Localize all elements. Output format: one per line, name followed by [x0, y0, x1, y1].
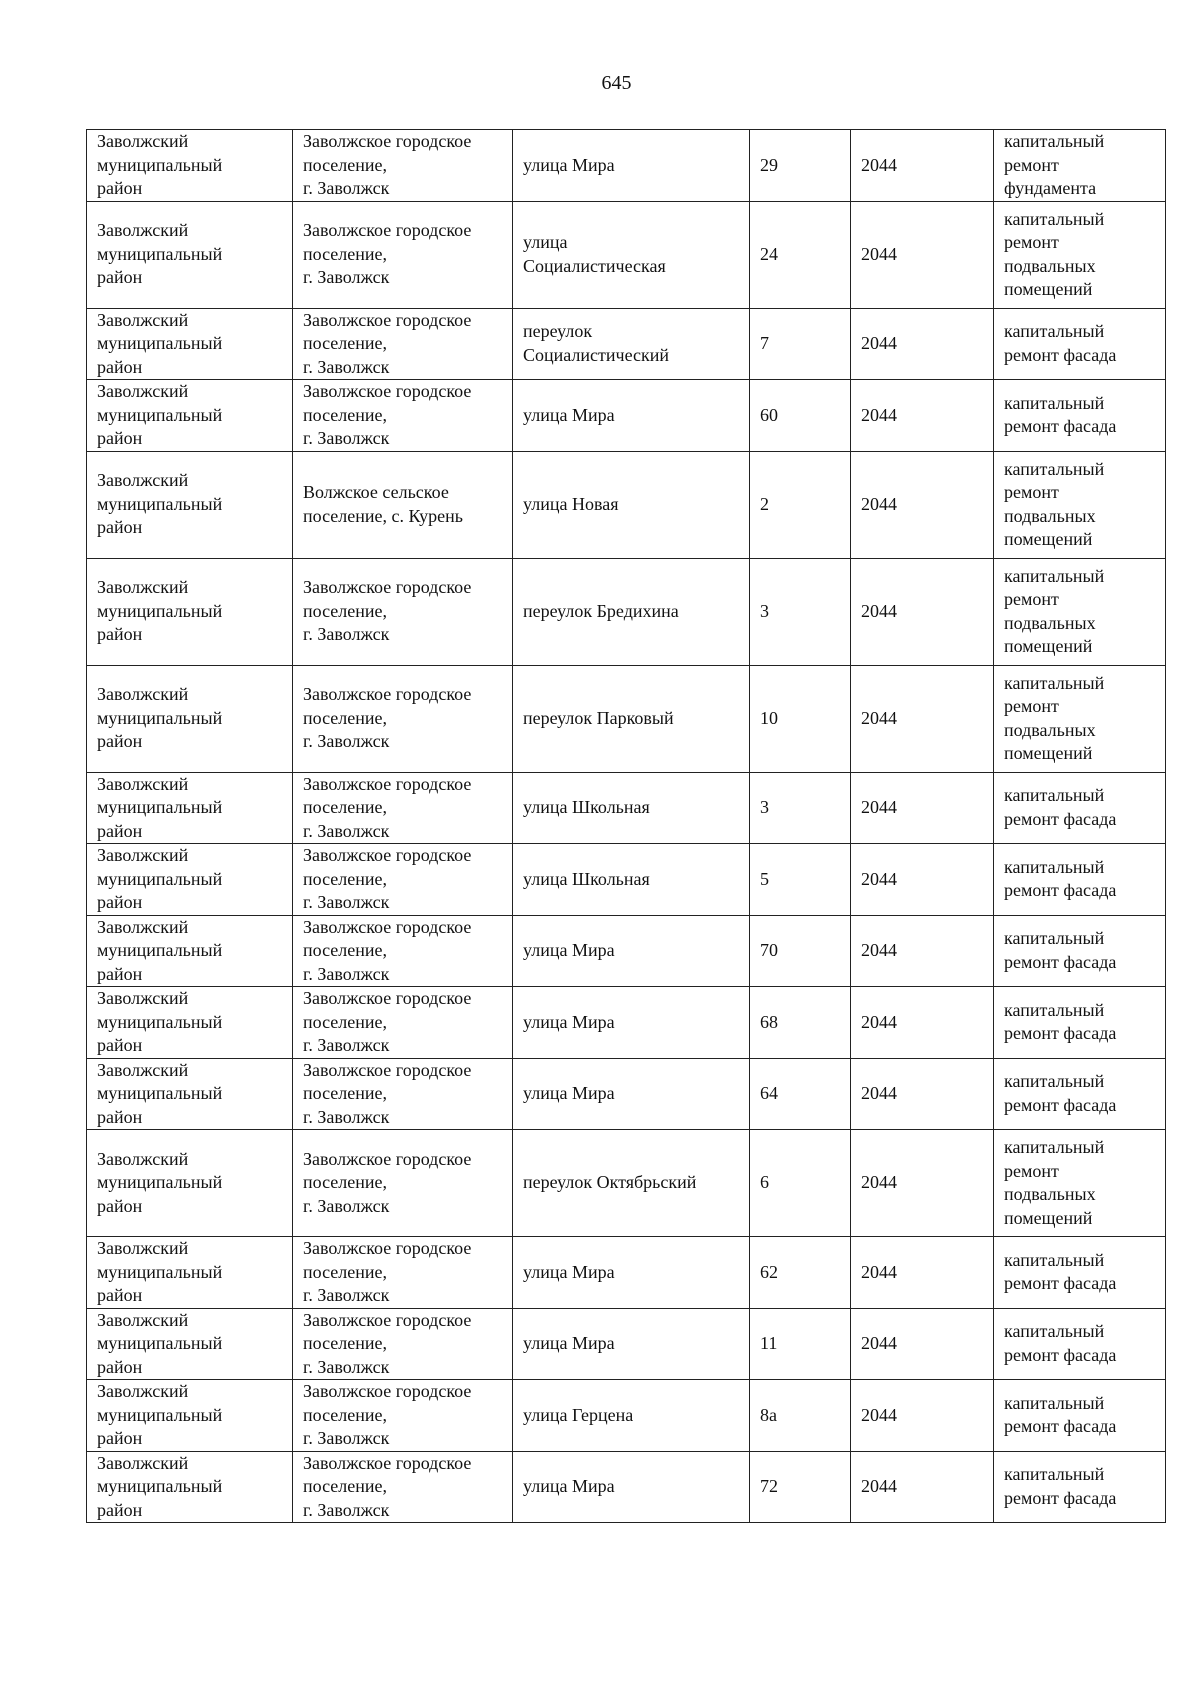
- table-body: [87, 130, 1166, 1523]
- cell-settlement: Заволжское городское поселение, г. Заволжск: [293, 987, 513, 1059]
- cell-settlement: Заволжское городское поселение, г. Заволжск: [293, 1380, 513, 1452]
- cell-house: 70: [750, 915, 851, 987]
- table-row: [87, 1058, 1166, 1130]
- cell-street: переулок Октябрьский: [513, 1130, 750, 1237]
- cell-settlement: Волжское сельское поселение, с. Курень: [293, 451, 513, 558]
- cell-house: 5: [750, 844, 851, 916]
- cell-year: 2044: [851, 558, 994, 665]
- cell-work: капитальный ремонт фасада: [994, 1237, 1166, 1309]
- cell-work: капитальный ремонт фасада: [994, 915, 1166, 987]
- cell-year: 2044: [851, 308, 994, 380]
- cell-district: Заволжский муниципальный район: [87, 558, 293, 665]
- cell-street: улица Мира: [513, 1237, 750, 1309]
- cell-settlement: Заволжское городское поселение, г. Заволжск: [293, 380, 513, 452]
- cell-street: улица Школьная: [513, 844, 750, 916]
- cell-street: переулок Социалистический: [513, 308, 750, 380]
- cell-year: 2044: [851, 1130, 994, 1237]
- table-row: [87, 1380, 1166, 1452]
- cell-street: улица Мира: [513, 130, 750, 202]
- cell-work: капитальный ремонт фасада: [994, 380, 1166, 452]
- cell-work: капитальный ремонт фасада: [994, 772, 1166, 844]
- cell-year: 2044: [851, 915, 994, 987]
- cell-house: 64: [750, 1058, 851, 1130]
- cell-settlement: Заволжское городское поселение, г. Заволжск: [293, 844, 513, 916]
- cell-year: 2044: [851, 130, 994, 202]
- cell-settlement: Заволжское городское поселение, г. Заволжск: [293, 665, 513, 772]
- cell-house: 68: [750, 987, 851, 1059]
- cell-year: 2044: [851, 201, 994, 308]
- cell-district: Заволжский муниципальный район: [87, 665, 293, 772]
- table-row: [87, 844, 1166, 916]
- cell-year: 2044: [851, 1237, 994, 1309]
- cell-street: улица Школьная: [513, 772, 750, 844]
- cell-work: капитальный ремонт фасада: [994, 844, 1166, 916]
- cell-settlement: Заволжское городское поселение, г. Заволжск: [293, 1058, 513, 1130]
- cell-district: Заволжский муниципальный район: [87, 844, 293, 916]
- cell-street: улица Мира: [513, 380, 750, 452]
- cell-district: Заволжский муниципальный район: [87, 1058, 293, 1130]
- cell-district: Заволжский муниципальный район: [87, 1380, 293, 1452]
- cell-work: капитальный ремонт фасада: [994, 308, 1166, 380]
- table-row: [87, 987, 1166, 1059]
- cell-work: капитальный ремонт подвальных помещений: [994, 451, 1166, 558]
- cell-house: 7: [750, 308, 851, 380]
- cell-settlement: Заволжское городское поселение, г. Заволжск: [293, 308, 513, 380]
- cell-street: улица Мира: [513, 987, 750, 1059]
- cell-work: капитальный ремонт фасада: [994, 1380, 1166, 1452]
- cell-district: Заволжский муниципальный район: [87, 1130, 293, 1237]
- cell-district: Заволжский муниципальный район: [87, 380, 293, 452]
- cell-street: улица Социалистическая: [513, 201, 750, 308]
- cell-house: 11: [750, 1308, 851, 1380]
- cell-house: 8а: [750, 1380, 851, 1452]
- cell-house: 6: [750, 1130, 851, 1237]
- cell-street: переулок Бредихина: [513, 558, 750, 665]
- cell-street: улица Мира: [513, 1451, 750, 1523]
- cell-work: капитальный ремонт подвальных помещений: [994, 558, 1166, 665]
- table-row: [87, 1130, 1166, 1237]
- cell-house: 29: [750, 130, 851, 202]
- cell-work: капитальный ремонт фасада: [994, 987, 1166, 1059]
- cell-house: 2: [750, 451, 851, 558]
- cell-settlement: Заволжское городское поселение, г. Заволжск: [293, 201, 513, 308]
- cell-district: Заволжский муниципальный район: [87, 772, 293, 844]
- table-row: [87, 665, 1166, 772]
- cell-house: 3: [750, 558, 851, 665]
- cell-work: капитальный ремонт подвальных помещений: [994, 665, 1166, 772]
- cell-settlement: Заволжское городское поселение, г. Заволжск: [293, 1308, 513, 1380]
- cell-year: 2044: [851, 380, 994, 452]
- table-row: [87, 1451, 1166, 1523]
- cell-year: 2044: [851, 1380, 994, 1452]
- cell-year: 2044: [851, 1308, 994, 1380]
- cell-street: улица Герцена: [513, 1380, 750, 1452]
- cell-house: 3: [750, 772, 851, 844]
- cell-street: улица Мира: [513, 1058, 750, 1130]
- cell-district: Заволжский муниципальный район: [87, 1451, 293, 1523]
- cell-year: 2044: [851, 844, 994, 916]
- cell-house: 10: [750, 665, 851, 772]
- cell-house: 24: [750, 201, 851, 308]
- cell-settlement: Заволжское городское поселение, г. Заволжск: [293, 772, 513, 844]
- cell-year: 2044: [851, 987, 994, 1059]
- cell-settlement: Заволжское городское поселение, г. Заволжск: [293, 1130, 513, 1237]
- table-row: [87, 201, 1166, 308]
- cell-year: 2044: [851, 772, 994, 844]
- cell-house: 60: [750, 380, 851, 452]
- cell-work: капитальный ремонт фасада: [994, 1058, 1166, 1130]
- cell-district: Заволжский муниципальный район: [87, 130, 293, 202]
- cell-street: переулок Парковый: [513, 665, 750, 772]
- table-row: [87, 308, 1166, 380]
- table-row: [87, 451, 1166, 558]
- cell-settlement: Заволжское городское поселение, г. Заволжск: [293, 1451, 513, 1523]
- cell-year: 2044: [851, 451, 994, 558]
- cell-street: улица Мира: [513, 1308, 750, 1380]
- cell-street: улица Мира: [513, 915, 750, 987]
- table-row: [87, 558, 1166, 665]
- cell-year: 2044: [851, 665, 994, 772]
- cell-work: капитальный ремонт фундамента: [994, 130, 1166, 202]
- cell-work: капитальный ремонт подвальных помещений: [994, 201, 1166, 308]
- cell-district: Заволжский муниципальный район: [87, 1308, 293, 1380]
- cell-street: улица Новая: [513, 451, 750, 558]
- page-number: 645: [601, 72, 632, 94]
- cell-settlement: Заволжское городское поселение, г. Заволжск: [293, 915, 513, 987]
- table-row: [87, 1308, 1166, 1380]
- table-row: [87, 1237, 1166, 1309]
- cell-district: Заволжский муниципальный район: [87, 451, 293, 558]
- cell-work: капитальный ремонт фасада: [994, 1451, 1166, 1523]
- cell-district: Заволжский муниципальный район: [87, 201, 293, 308]
- cell-district: Заволжский муниципальный район: [87, 308, 293, 380]
- table-row: [87, 772, 1166, 844]
- repair-schedule-table: [86, 129, 1166, 1523]
- cell-district: Заволжский муниципальный район: [87, 987, 293, 1059]
- cell-house: 62: [750, 1237, 851, 1309]
- cell-work: капитальный ремонт подвальных помещений: [994, 1130, 1166, 1237]
- cell-district: Заволжский муниципальный район: [87, 915, 293, 987]
- table-row: [87, 380, 1166, 452]
- table-row: [87, 130, 1166, 202]
- cell-year: 2044: [851, 1058, 994, 1130]
- cell-year: 2044: [851, 1451, 994, 1523]
- cell-house: 72: [750, 1451, 851, 1523]
- cell-settlement: Заволжское городское поселение, г. Заволжск: [293, 1237, 513, 1309]
- cell-settlement: Заволжское городское поселение, г. Заволжск: [293, 558, 513, 665]
- cell-settlement: Заволжское городское поселение, г. Заволжск: [293, 130, 513, 202]
- cell-district: Заволжский муниципальный район: [87, 1237, 293, 1309]
- cell-work: капитальный ремонт фасада: [994, 1308, 1166, 1380]
- table-row: [87, 915, 1166, 987]
